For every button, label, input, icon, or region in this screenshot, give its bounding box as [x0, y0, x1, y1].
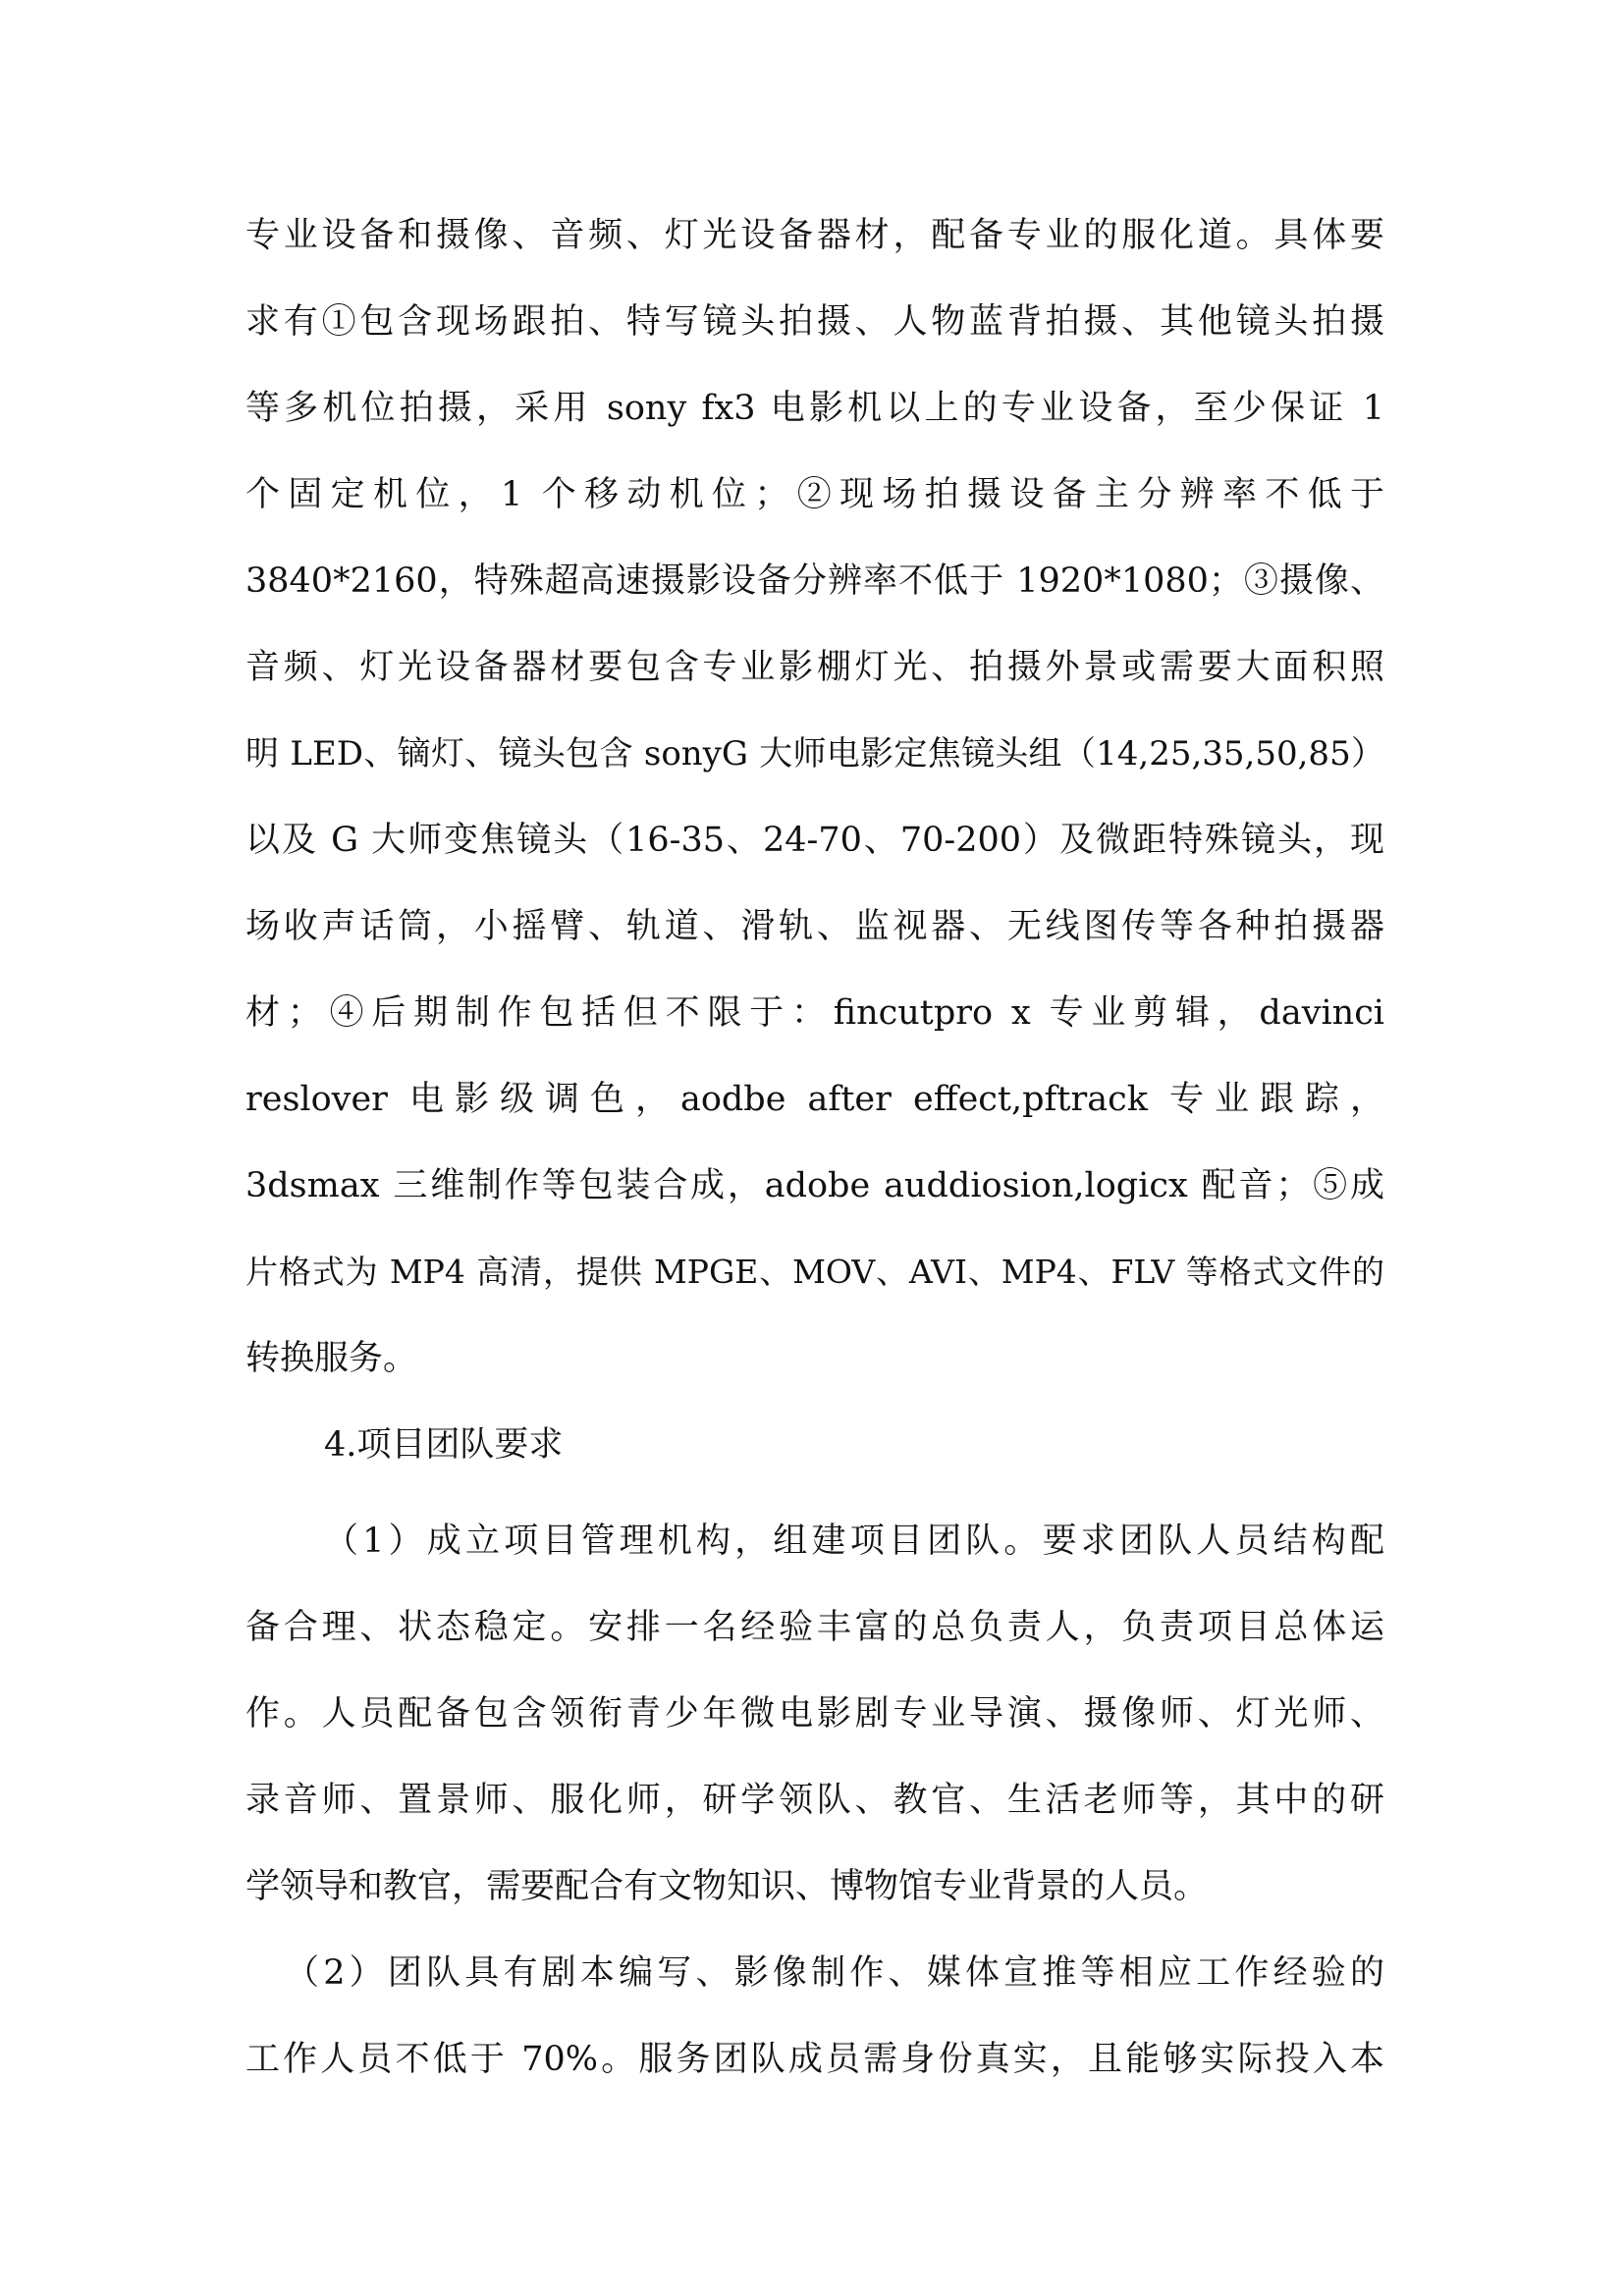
text-line: 备合理、状态稳定。安排一名经验丰富的总负责人，负责项目总体运 [245, 1608, 1384, 1647]
text-line: 录音师、置景师、服化师，研学领队、教官、生活老师等，其中的研 [245, 1781, 1384, 1820]
text-line: 作。人员配备包含领衔青少年微电影剧专业导演、摄像师、灯光师、 [245, 1694, 1384, 1734]
text-line: 转换服务。 [245, 1339, 418, 1378]
text-line: 求有①包含现场跟拍、特写镜头拍摄、人物蓝背拍摄、其他镜头拍摄 [245, 302, 1384, 342]
text-line: 等多机位拍摄，采用 sony fx3 电影机以上的专业设备，至少保证 1 [245, 389, 1384, 428]
text-line: 专业设备和摄像、音频、灯光设备器材，配备专业的服化道。具体要 [245, 216, 1384, 255]
paragraph-first-line: （1）成立项目管理机构，组建项目团队。要求团队人员结构配 [324, 1522, 1384, 1561]
text-line: 材；④后期制作包括但不限于：fincutpro x 专业剪辑，davinci [245, 993, 1384, 1033]
text-line: reslover 电影级调色，aodbe after effect,pftrack 专业跟踪， [245, 1080, 1384, 1119]
text-line: 3840*2160，特殊超高速摄影设备分辨率不低于 1920*1080；③摄像、 [245, 561, 1384, 601]
text-line: 片格式为 MP4 高清，提供 MPGE、MOV、AVI、MP4、FLV 等格式文件的 [245, 1253, 1384, 1291]
text-line: 音频、灯光设备器材要包含专业影棚灯光、拍摄外景或需要大面积照 [245, 648, 1384, 687]
text-line: 场收声话筒，小摇臂、轨道、滑轨、监视器、无线图传等各种拍摄器 [245, 907, 1384, 946]
text-line: 明 LED、镝灯、镜头包含 sonyG 大师电影定焦镜头组（14,25,35,50,85） [245, 734, 1384, 774]
text-line: 以及 G 大师变焦镜头（16-35、24-70、70-200）及微距特殊镜头，现 [245, 821, 1384, 860]
text-line: 3dsmax 三维制作等包装合成，adobe auddiosion,logicx 配音；⑤成 [245, 1166, 1384, 1205]
paragraph-first-line: （2）团队具有剧本编写、影像制作、媒体宣推等相应工作经验的 [285, 1953, 1384, 1993]
text-line: 工作人员不低于 70%。服务团队成员需身份真实，且能够实际投入本 [245, 2040, 1384, 2079]
section-heading: 4.项目团队要求 [324, 1425, 564, 1465]
text-line: 个固定机位，1 个移动机位；②现场拍摄设备主分辨率不低于 [245, 475, 1384, 514]
text-line: 学领导和教官，需要配合有文物知识、博物馆专业背景的人员。 [245, 1867, 1209, 1906]
